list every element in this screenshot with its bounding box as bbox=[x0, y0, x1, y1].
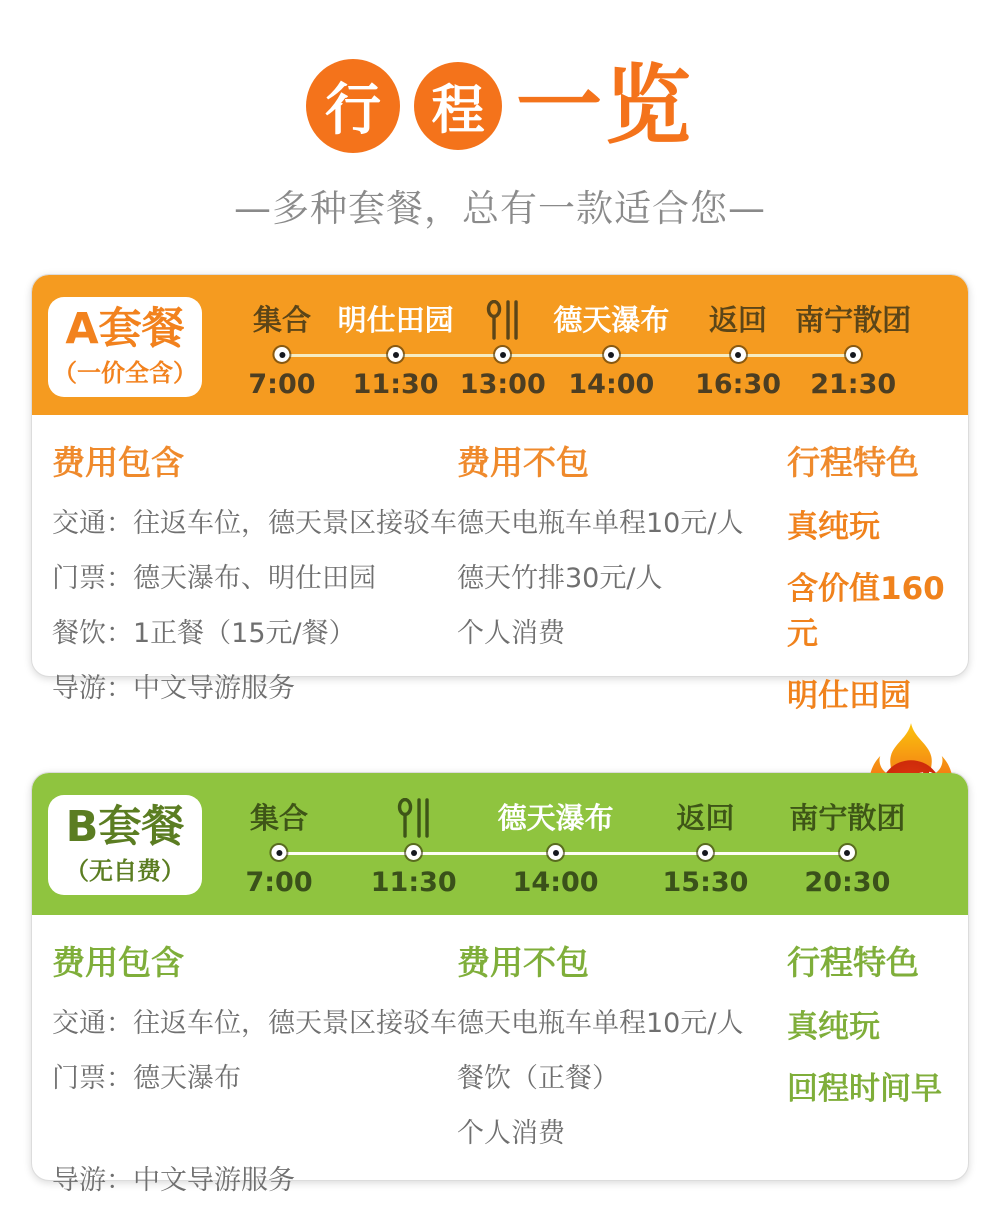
package-b-details bbox=[32, 915, 968, 1213]
timeline-stop-time: 14:00 bbox=[568, 369, 655, 400]
package-a-name: A套餐 bbox=[65, 303, 185, 354]
excluded-item: 餐饮（正餐） bbox=[457, 1063, 619, 1094]
excluded-column bbox=[457, 437, 787, 732]
package-a-timeline bbox=[232, 275, 956, 415]
package-a-details bbox=[32, 415, 968, 732]
package-b-timeline bbox=[232, 773, 956, 915]
timeline-dot bbox=[388, 347, 403, 362]
features-item: 含价值160元 bbox=[787, 571, 945, 652]
excluded-list bbox=[457, 1001, 787, 1150]
package-b-badge bbox=[48, 795, 202, 895]
timeline-stop-time: 14:00 bbox=[512, 867, 599, 898]
timeline-stop-time: 16:30 bbox=[695, 369, 782, 400]
timeline-dot bbox=[406, 845, 421, 860]
included-item: 餐饮：1正餐（15元/餐） bbox=[52, 618, 356, 649]
timeline-stop bbox=[789, 797, 905, 898]
included-item: 交通：往返车位，德天景区接驳车 bbox=[52, 1008, 457, 1039]
timeline-dot-center bbox=[608, 352, 614, 358]
timeline-dot-center bbox=[279, 352, 285, 358]
timeline-stop-label: 德天瀑布 bbox=[553, 303, 670, 337]
included-column bbox=[52, 437, 457, 732]
timeline-stop-time: 11:30 bbox=[370, 867, 457, 898]
timeline-dot bbox=[846, 347, 861, 362]
package-a-badge bbox=[48, 297, 202, 397]
page-header bbox=[0, 0, 1000, 232]
timeline-stop bbox=[695, 299, 781, 400]
timeline-dot-center bbox=[850, 352, 856, 358]
meal-icon bbox=[485, 299, 521, 341]
timeline-dot bbox=[698, 845, 713, 860]
timeline-dot-center bbox=[393, 352, 399, 358]
timeline-stop-time: 15:30 bbox=[662, 867, 749, 898]
included-item: 门票：德天瀑布、明仕田园 bbox=[52, 563, 376, 594]
package-a-subname: （一价全含） bbox=[53, 359, 197, 388]
timeline-stop-time: 20:30 bbox=[804, 867, 891, 898]
timeline-stop bbox=[338, 299, 454, 400]
package-b-header-band bbox=[32, 773, 968, 915]
meal-icon bbox=[485, 300, 521, 340]
included-heading: 费用包含 bbox=[52, 443, 184, 482]
timeline-stop-label: 返回 bbox=[676, 801, 735, 835]
timeline-dot-center bbox=[702, 850, 708, 856]
timeline-dot bbox=[274, 347, 289, 362]
features-item: 真纯玩 bbox=[787, 1009, 880, 1045]
timeline-stop-time: 7:00 bbox=[248, 369, 316, 400]
included-item: 导游：中文导游服务 bbox=[52, 1165, 295, 1196]
timeline-stop-time: 11:30 bbox=[352, 369, 439, 400]
timeline-dot bbox=[495, 347, 510, 362]
timeline-stop-time: 13:00 bbox=[459, 369, 546, 400]
excluded-heading: 费用不包 bbox=[457, 943, 589, 982]
package-b-name: B套餐 bbox=[65, 801, 185, 852]
package-card-b bbox=[31, 772, 969, 1196]
included-list bbox=[52, 501, 457, 705]
timeline-stop-label: 南宁散团 bbox=[795, 303, 912, 337]
included-column bbox=[52, 937, 457, 1213]
timeline-dot-center bbox=[735, 352, 741, 358]
excluded-item: 德天电瓶车单程10元/人 bbox=[457, 508, 744, 539]
page-subtitle: —多种套餐，总有一款适合您— bbox=[234, 187, 766, 230]
timeline-stop bbox=[663, 797, 749, 898]
timeline-dot bbox=[840, 845, 855, 860]
timeline-stop-label: 南宁散团 bbox=[789, 801, 906, 835]
package-card-a bbox=[31, 274, 969, 714]
excluded-item: 个人消费 bbox=[457, 618, 565, 649]
timeline-stop bbox=[553, 299, 669, 400]
timeline-stop-label: 集合 bbox=[250, 801, 309, 835]
included-list bbox=[52, 1001, 457, 1197]
included-item: 导游：中文导游服务 bbox=[52, 673, 295, 704]
timeline-dot-center bbox=[411, 850, 417, 856]
features-item: 回程时间早 bbox=[787, 1071, 942, 1107]
excluded-item: 德天电瓶车单程10元/人 bbox=[457, 1008, 744, 1039]
timeline-stop-time: 7:00 bbox=[245, 867, 313, 898]
features-list bbox=[787, 1001, 958, 1108]
excluded-item: 个人消费 bbox=[457, 1118, 565, 1149]
included-item: 门票：德天瀑布 bbox=[52, 1063, 241, 1094]
timeline-stop bbox=[245, 797, 312, 898]
features-heading: 行程特色 bbox=[787, 443, 919, 482]
timeline-stop-label: 明仕田园 bbox=[337, 303, 454, 337]
timeline-dot bbox=[272, 845, 287, 860]
timeline-dot-center bbox=[500, 352, 506, 358]
meal-icon bbox=[396, 798, 432, 838]
title-suffix: 一览 bbox=[516, 56, 694, 156]
timeline-dot-center bbox=[553, 850, 559, 856]
features-column bbox=[787, 437, 958, 732]
features-item: 真纯玩 bbox=[787, 509, 880, 545]
timeline-stop-label: 德天瀑布 bbox=[497, 801, 614, 835]
timeline-stop bbox=[460, 299, 546, 400]
features-item: 明仕田园 bbox=[787, 678, 911, 714]
timeline-dot bbox=[731, 347, 746, 362]
excluded-item: 德天竹排30元/人 bbox=[457, 563, 663, 594]
features-list bbox=[787, 501, 958, 715]
title-circle-1: 行 bbox=[306, 59, 400, 153]
timeline-dot bbox=[604, 347, 619, 362]
excluded-heading: 费用不包 bbox=[457, 443, 589, 482]
package-b-subname: （无自费） bbox=[65, 857, 185, 886]
timeline-dot-center bbox=[844, 850, 850, 856]
timeline-stop-label: 返回 bbox=[709, 303, 768, 337]
timeline-stop bbox=[795, 299, 911, 400]
included-heading: 费用包含 bbox=[52, 943, 184, 982]
title-circle-2: 程 bbox=[414, 62, 502, 150]
meal-icon bbox=[396, 797, 432, 839]
timeline-stop bbox=[371, 797, 457, 898]
included-item: 交通：往返车位，德天景区接驳车 bbox=[52, 508, 457, 539]
timeline-dot bbox=[548, 845, 563, 860]
timeline-stop-time: 21:30 bbox=[810, 369, 897, 400]
timeline-stop bbox=[498, 797, 614, 898]
timeline-stop-label: 集合 bbox=[252, 303, 311, 337]
features-heading: 行程特色 bbox=[787, 943, 919, 982]
package-a-header-band bbox=[32, 275, 968, 415]
timeline-dot-center bbox=[276, 850, 282, 856]
excluded-list bbox=[457, 501, 787, 650]
excluded-column bbox=[457, 937, 787, 1213]
timeline-stop bbox=[248, 299, 315, 400]
page-title bbox=[0, 50, 1000, 162]
features-column bbox=[787, 937, 958, 1213]
